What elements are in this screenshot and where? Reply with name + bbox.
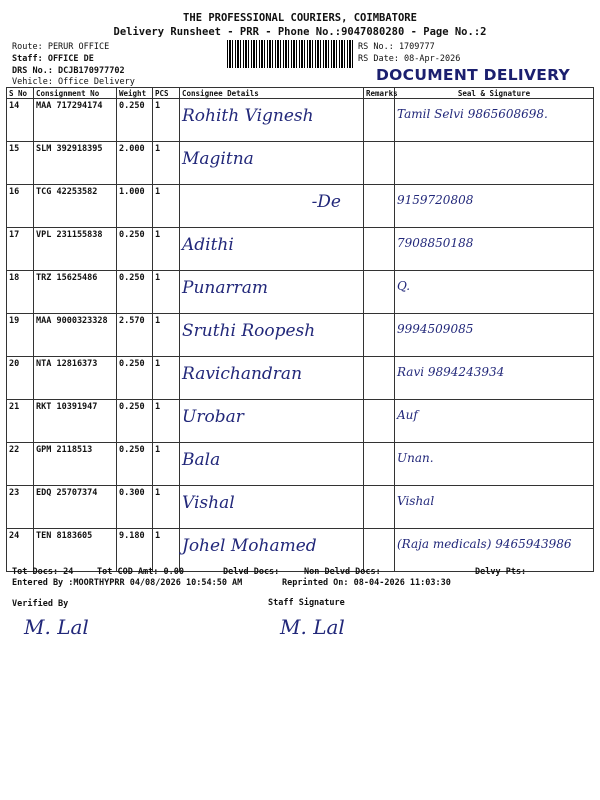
consignment-cell: MAA 9000323328 <box>34 314 117 357</box>
pcs-cell: 1 <box>153 443 180 486</box>
signature-cell: 7908850188 <box>397 236 474 250</box>
barcode <box>227 40 355 68</box>
verified-signature: M. Lal <box>24 615 89 639</box>
remarks-cell <box>364 357 395 400</box>
weight-cell: 0.250 <box>117 99 153 142</box>
company-title: THE PROFESSIONAL COURIERS, COIMBATORE <box>183 12 417 24</box>
remarks-cell <box>364 400 395 443</box>
table-row <box>7 529 594 572</box>
rs-date: RS Date: 08-Apr-2026 <box>358 54 461 64</box>
pcs-cell: 1 <box>153 486 180 529</box>
weight-cell: 9.180 <box>117 529 153 572</box>
pcs-cell: 1 <box>153 529 180 572</box>
col-consignment: Consignment No <box>34 88 117 99</box>
sno-cell: 20 <box>7 357 34 400</box>
pcs-cell: 1 <box>153 99 180 142</box>
runsheet-table <box>6 87 594 572</box>
signature-cell: Tamil Selvi 9865608698. <box>397 107 548 121</box>
weight-cell: 0.250 <box>117 443 153 486</box>
remarks-cell <box>364 99 395 142</box>
consignment-cell: NTA 12816373 <box>34 357 117 400</box>
weight-cell: 2.570 <box>117 314 153 357</box>
col-remarks: Remarks <box>364 88 395 99</box>
col-sno: S No <box>7 88 34 99</box>
reprinted-on: Reprinted On: 08-04-2026 11:03:30 <box>282 578 451 588</box>
sno-cell: 23 <box>7 486 34 529</box>
consignment-cell: TRZ 15625486 <box>34 271 117 314</box>
pcs-cell: 1 <box>153 228 180 271</box>
signature-cell: Auf <box>397 408 418 422</box>
col-pcs: PCS <box>153 88 180 99</box>
table-header-row <box>7 88 594 99</box>
staff-signature: M. Lal <box>280 615 345 639</box>
remarks-cell <box>364 271 395 314</box>
consignment-cell: EDQ 25707374 <box>34 486 117 529</box>
delivery-points: Delvy Pts: <box>475 567 527 577</box>
sno-cell: 24 <box>7 529 34 572</box>
weight-cell: 0.250 <box>117 271 153 314</box>
sno-cell: 16 <box>7 185 34 228</box>
remarks-cell <box>364 443 395 486</box>
sno-cell: 22 <box>7 443 34 486</box>
tot-cod-amount: Tot COD Amt: 0.00 <box>97 567 184 577</box>
pcs-cell: 1 <box>153 271 180 314</box>
vehicle-label: Vehicle: Office Delivery <box>12 77 135 87</box>
consignee-name: Adithi <box>182 235 234 255</box>
table-row <box>7 314 594 357</box>
remarks-cell <box>364 486 395 529</box>
consignment-cell: RKT 10391947 <box>34 400 117 443</box>
weight-cell: 0.250 <box>117 400 153 443</box>
consignee-name: Sruthi Roopesh <box>182 321 316 341</box>
signature-cell: Ravi 9894243934 <box>397 365 505 379</box>
col-signature: Seal & Signature <box>395 88 594 99</box>
staff-label: Staff: OFFICE DE <box>12 54 94 64</box>
tot-docs: Tot Docs: 24 <box>12 567 74 577</box>
consignee-name: Rohith Vignesh <box>182 106 314 126</box>
sno-cell: 14 <box>7 99 34 142</box>
consignee-name: Ravichandran <box>182 364 303 384</box>
delivered-docs: Delvd Docs: <box>223 567 280 577</box>
non-delivered-docs: Non Delvd Docs: <box>304 567 381 577</box>
table-row <box>7 357 594 400</box>
signature-cell: Q. <box>397 279 411 293</box>
entered-by: Entered By :MOORTHYPRR 04/08/2026 10:54:50 AM <box>12 578 243 588</box>
remarks-cell <box>364 185 395 228</box>
document-delivery-label: DOCUMENT DELIVERY <box>376 66 571 84</box>
consignee-name: Johel Mohamed <box>182 536 317 556</box>
consignee-name: Bala <box>182 450 221 470</box>
remarks-cell <box>364 142 395 185</box>
signature-cell: 9994509085 <box>397 322 474 336</box>
weight-cell: 0.300 <box>117 486 153 529</box>
remarks-cell <box>364 314 395 357</box>
runsheet-title: Delivery Runsheet - PRR - Phone No.:9047080280 - Page No.:2 <box>113 26 487 38</box>
consignee-name: Magitna <box>182 149 254 169</box>
signature-cell: (Raja medicals) 9465943986 <box>397 537 572 551</box>
consignment-cell: GPM 2118513 <box>34 443 117 486</box>
pcs-cell: 1 <box>153 400 180 443</box>
consignee-name: Vishal <box>182 493 235 513</box>
weight-cell: 0.250 <box>117 228 153 271</box>
table-row <box>7 486 594 529</box>
table-row <box>7 99 594 142</box>
signature-cell: Unan. <box>397 451 434 465</box>
table-row <box>7 185 594 228</box>
remarks-cell <box>364 228 395 271</box>
table-row <box>7 228 594 271</box>
consignee-name: Punarram <box>182 278 268 298</box>
sno-cell: 18 <box>7 271 34 314</box>
remarks-cell <box>364 529 395 572</box>
consignment-cell: TCG 42253582 <box>34 185 117 228</box>
sno-cell: 19 <box>7 314 34 357</box>
consignee-name: -De <box>311 192 341 212</box>
sno-cell: 17 <box>7 228 34 271</box>
consignment-cell: TEN 8183605 <box>34 529 117 572</box>
consignee-name: Urobar <box>182 407 244 427</box>
weight-cell: 2.000 <box>117 142 153 185</box>
signature-cell: Vishal <box>397 494 435 508</box>
pcs-cell: 1 <box>153 314 180 357</box>
sno-cell: 21 <box>7 400 34 443</box>
drs-number: DRS No.: DCJB170977702 <box>12 66 125 76</box>
col-consignee: Consignee Details <box>180 88 364 99</box>
route-label: Route: PERUR OFFICE <box>12 42 110 52</box>
consignment-cell: SLM 392918395 <box>34 142 117 185</box>
table-row <box>7 142 594 185</box>
consignment-cell: VPL 231155838 <box>34 228 117 271</box>
sno-cell: 15 <box>7 142 34 185</box>
signature-cell: 9159720808 <box>397 193 474 207</box>
table-row <box>7 271 594 314</box>
verified-by-label: Verified By <box>12 599 69 609</box>
weight-cell: 1.000 <box>117 185 153 228</box>
weight-cell: 0.250 <box>117 357 153 400</box>
table-row <box>7 400 594 443</box>
rs-number: RS No.: 1709777 <box>358 42 435 52</box>
pcs-cell: 1 <box>153 142 180 185</box>
pcs-cell: 1 <box>153 185 180 228</box>
consignment-cell: MAA 717294174 <box>34 99 117 142</box>
table-row <box>7 443 594 486</box>
pcs-cell: 1 <box>153 357 180 400</box>
col-weight: Weight <box>117 88 153 99</box>
staff-signature-label: Staff Signature <box>268 598 345 608</box>
